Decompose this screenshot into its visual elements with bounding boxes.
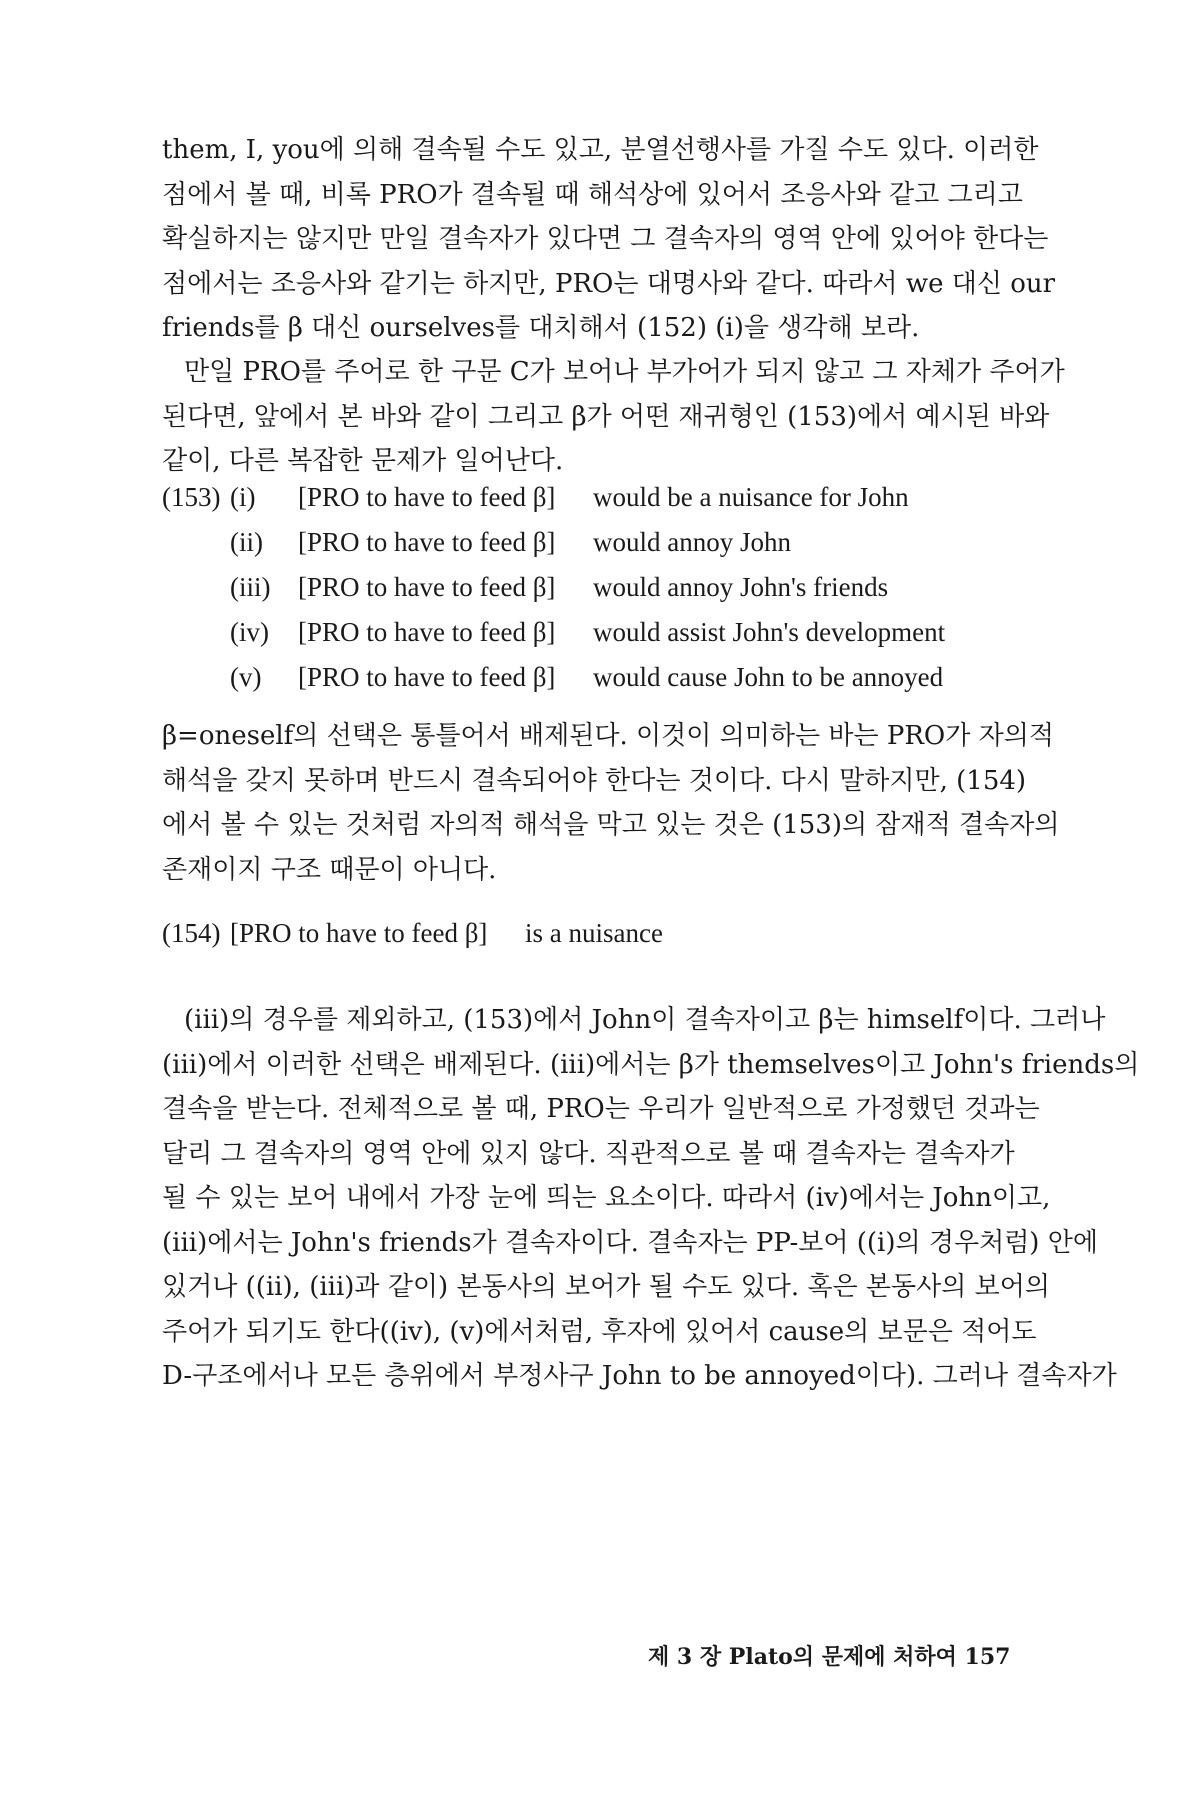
example-text: would cause John to be annoyed [593,662,944,692]
text-line: 에서 볼 수 있는 것처럼 자의적 해석을 막고 있는 것은 (153)의 잠재적 결속자의 [162,810,1060,840]
example-text: would annoy John's friends [593,572,889,602]
text-line: (iii)의 경우를 제외하고, (153)에서 John이 결속자이고 β는 himself이다. 그러나 [184,1005,1106,1035]
text-line: (iii)에서는 John's friends가 결속자이다. 결속자는 PP-보어 ((i)의 경우처럼) 안에 [162,1227,1098,1258]
example-number: (154) [162,918,221,948]
example-text: would annoy John [593,527,791,557]
example-row [162,572,1042,617]
example-153 [162,482,1042,707]
example-text: would assist John's development [593,617,946,647]
example-bracket: [PRO to have to feed β] [298,527,556,557]
paragraph-4 [162,998,1140,1399]
paragraph-2 [162,350,1065,484]
example-label: (i) [230,482,256,512]
paragraph-3 [162,714,1060,892]
example-row [162,617,1042,662]
example-bracket: [PRO to have to feed β] [230,918,488,948]
text-line: 주어가 되기도 한다((iv), (v)에서처럼, 후자에 있어서 cause의 보문은 적어도 [162,1316,1037,1347]
example-bracket: [PRO to have to feed β] [298,617,556,647]
text-line: D-구조에서나 모든 층위에서 부정사구 John to be annoyed이다). 그러나 결속자가 [162,1361,1117,1391]
text-line: them, I, you에 의해 결속될 수도 있고, 분열선행사를 가질 수도 있다. 이러한 [162,135,1039,165]
text-line: (iii)에서 이러한 선택은 배제된다. (iii)에서는 β가 themselves이고 John's friends의 [162,1049,1140,1080]
example-row [162,662,1042,707]
example-bracket: [PRO to have to feed β] [298,662,556,692]
text-line: 될 수 있는 보어 내에서 가장 눈에 띄는 요소이다. 따라서 (iv)에서는 John이고, [162,1183,1051,1213]
text-line: 확실하지는 않지만 만일 결속자가 있다면 그 결속자의 영역 안에 있어야 한다는 [162,224,1049,254]
example-row [162,918,1042,963]
text-line: 있거나 ((ii), (iii)과 같이) 본동사의 보어가 될 수도 있다. 혹은 본동사의 보어의 [162,1272,1051,1302]
example-bracket: [PRO to have to feed β] [298,572,556,602]
text-line: 만일 PRO를 주어로 한 구문 C가 보어나 부가어가 되지 않고 그 자체가 주어가 [184,357,1065,387]
example-154 [162,918,1042,963]
text-line: 된다면, 앞에서 본 바와 같이 그리고 β가 어떤 재귀형인 (153)에서 예시된 바와 [162,401,1050,432]
example-label: (ii) [230,527,263,557]
example-label: (iv) [230,617,269,647]
example-text: would be a nuisance for John [593,482,909,512]
text-line: 해석을 갖지 못하며 반드시 결속되어야 한다는 것이다. 다시 말하지만, (154) [162,765,1027,796]
text-line: 존재이지 구조 때문이 아니다. [162,854,497,885]
text-line: 점에서 볼 때, 비록 PRO가 결속될 때 해석상에 있어서 조응사와 같고 그리고 [162,179,1023,210]
paragraph-1 [162,128,1056,351]
example-bracket: [PRO to have to feed β] [298,482,556,512]
page-footer: 제 3 장 Plato의 문제에 처하여 157 [648,1644,1011,1670]
example-row [162,482,1042,527]
text-line: 점에서는 조응사와 같기는 하지만, PRO는 대명사와 같다. 따라서 we 대신 our [162,268,1056,299]
text-line: 달리 그 결속자의 영역 안에 있지 않다. 직관적으로 볼 때 결속자는 결속자가 [162,1138,1015,1169]
example-label: (v) [230,662,262,692]
text-line: friends를 β 대신 ourselves를 대치해서 (152) (i)을 생각해 보라. [162,313,920,343]
text-line: 결속을 받는다. 전체적으로 볼 때, PRO는 우리가 일반적으로 가정했던 것과는 [162,1094,1040,1124]
text-line: β=oneself의 선택은 통틀어서 배제된다. 이것이 의미하는 바는 PRO가 자의적 [162,721,1054,751]
example-label: (iii) [230,572,271,602]
example-row [162,527,1042,572]
example-text: is a nuisance [525,918,663,948]
example-number: (153) [162,482,221,512]
text-line: 같이, 다른 복잡한 문제가 일어난다. [162,446,564,476]
